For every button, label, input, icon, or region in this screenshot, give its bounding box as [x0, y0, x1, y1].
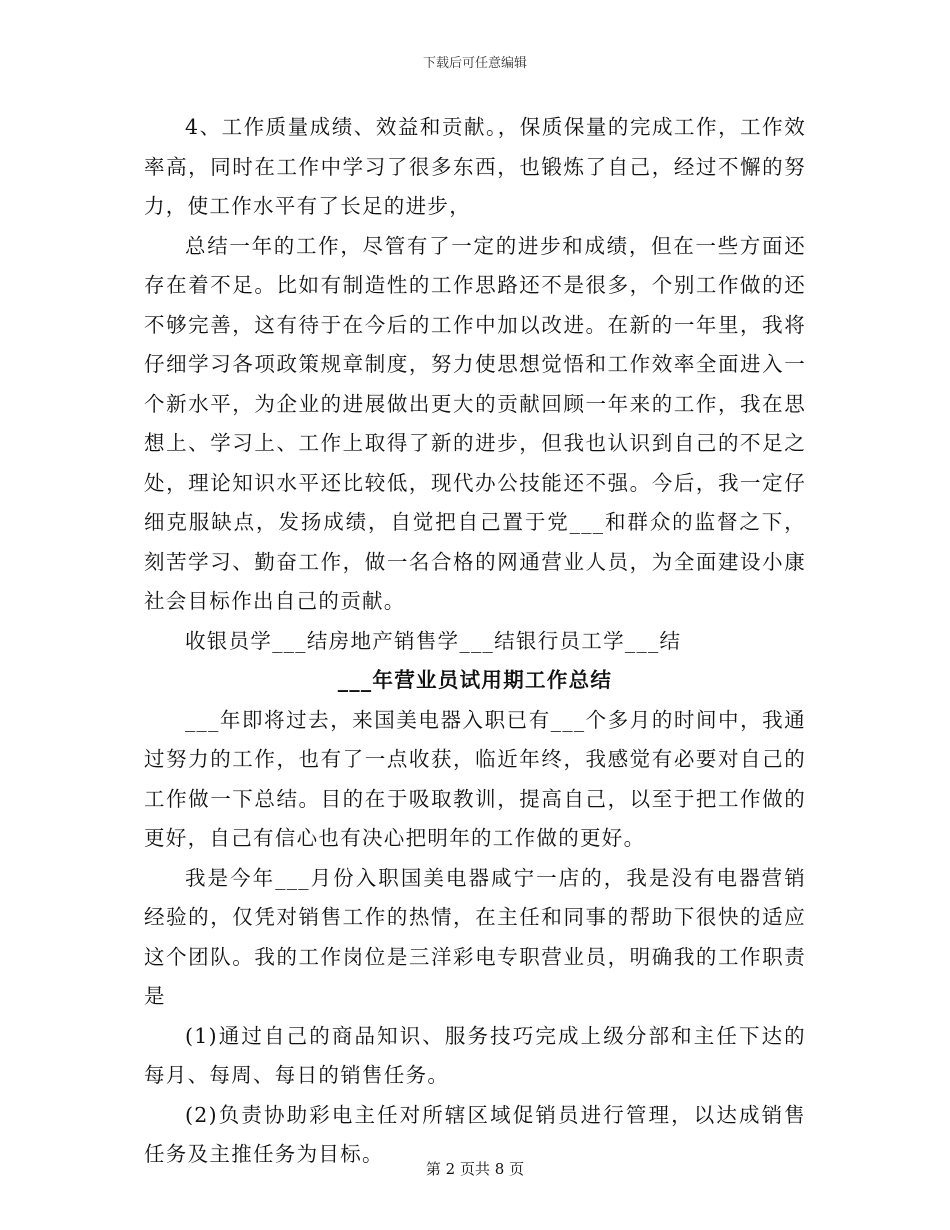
paragraph-intro: ___年即将过去，来国美电器入职已有___个多月的时间中，我通过努力的工作，也有了一点收获，临近年终，我感觉有必要对自己的工作做一下总结。目的在于吸取教训，提高自己，以至于把工作做的更好，自己有信心也有决心把明年的工作做的更好。: [144, 707, 806, 850]
paragraph-duty-1: (1)通过自己的商品知识、服务技巧完成上级分部和主任下达的每月、每周、每日的销售任务。: [144, 1023, 806, 1087]
paragraph-year-summary: 总结一年的工作，尽管有了一定的进步和成绩，但在一些方面还存在着不足。比如有制造性的工作思路还不是很多，个别工作做的还不够完善，这有待于在今后的工作中加以改进。在新的一年里，我将仔细学习各项政策规章制度，努力使思想觉悟和工作效率全面进入一个新水平，为企业的进展做出更大的贡献回顾一年来的工作，我在思想上、学习上、工作上取得了新的进步，但我也认识到自己的不足之处，理论知识水平还比较低，现代办公技能还不强。今后，我一定仔细克服缺点，发扬成绩，自觉把自己置于党___和群众的监督之下，刻苦学习、勤奋工作，做一名合格的网通营业人员，为全面建设小康社会目标作出自己的贡献。: [144, 233, 806, 613]
page-footer: 第 2 页共 8 页: [425, 1160, 525, 1178]
paragraph-duty-2: (2)负责协助彩电主任对所辖区域促销员进行管理，以达成销售任务及主推任务为目标。: [144, 1102, 806, 1166]
paragraph-job-description: 我是今年___月份入职国美电器咸宁一店的，我是没有电器营销经验的，仅凭对销售工作的热情，在主任和同事的帮助下很快的适应这个团队。我的工作岗位是三洋彩电专职营业员，明确我的工作职责是: [144, 865, 806, 1008]
paragraph-work-quality: 4、工作质量成绩、效益和贡献。，保质保量的完成工作，工作效率高，同时在工作中学习了很多东西，也锻炼了自己，经过不懈的努力，使工作水平有了长足的进步，: [144, 115, 806, 218]
paragraph-related-links: 收银员学___结房地产销售学___结银行员工学___结: [185, 628, 682, 653]
document-body: [144, 108, 806, 1175]
page-header: 下载后可任意编辑: [422, 56, 527, 71]
section-title: ___年营业员试用期工作总结: [337, 668, 613, 692]
